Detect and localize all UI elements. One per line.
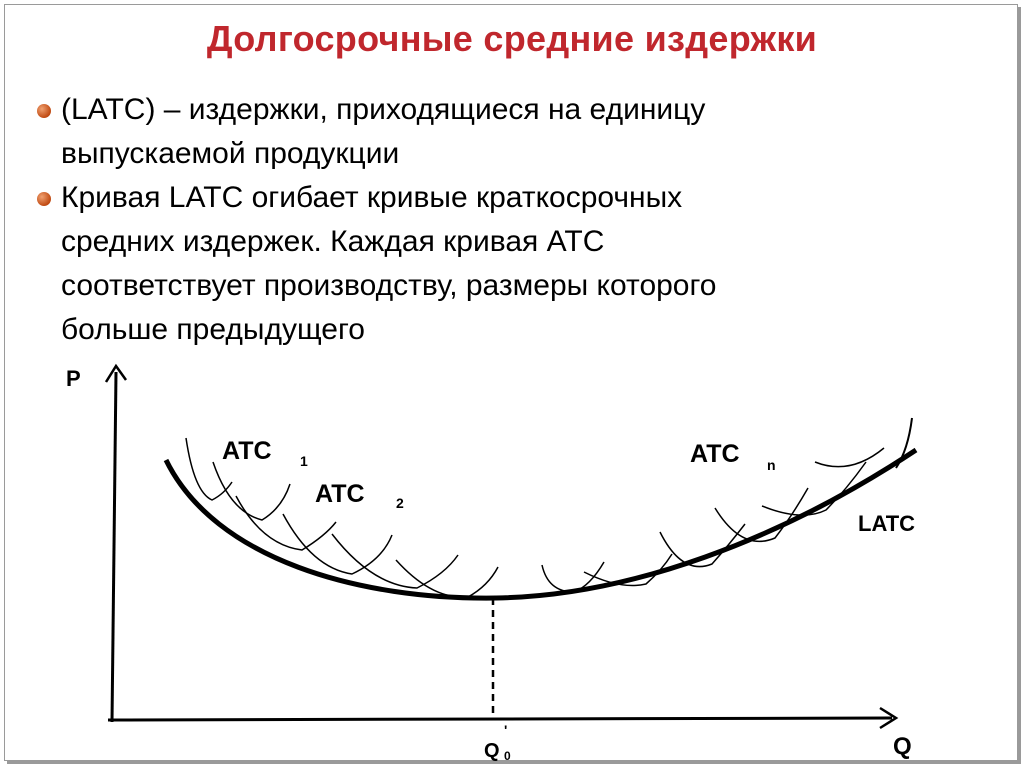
latc-curve xyxy=(166,450,916,598)
latc-label: LATC xyxy=(858,511,916,536)
x-axis xyxy=(108,718,892,720)
atc-curves xyxy=(186,438,884,597)
y-axis-label: P xyxy=(66,366,81,391)
svg-text:Q: Q xyxy=(484,740,500,762)
atc-curve xyxy=(332,534,458,588)
svg-text:2: 2 xyxy=(396,495,404,511)
atc-curve xyxy=(815,448,884,467)
x-axis-label: Q xyxy=(893,733,912,760)
atc2-label xyxy=(315,480,404,511)
bullet-text: Кривая LATC огибает кривые краткосрочных средних издержек. Каждая кривая ATC соответствует производству, размеры которого больше предыдущего xyxy=(61,181,717,346)
svg-text:0: 0 xyxy=(504,749,511,763)
svg-text:n: n xyxy=(767,457,776,473)
bullet-text: (LATC) – издержки, приходящиеся на единицу выпускаемой продукции xyxy=(61,93,706,170)
svg-text:ATC: ATC xyxy=(222,437,272,465)
atc1-label xyxy=(222,437,308,469)
svg-text:ATC: ATC xyxy=(315,480,365,508)
y-axis xyxy=(112,372,116,722)
q0-label xyxy=(484,722,511,763)
svg-text:1: 1 xyxy=(300,453,308,469)
atcn-label xyxy=(690,440,776,473)
svg-text:': ' xyxy=(504,722,508,738)
slide-title: Долгосрочные средние издержки xyxy=(206,18,818,59)
svg-text:ATC: ATC xyxy=(690,440,740,468)
